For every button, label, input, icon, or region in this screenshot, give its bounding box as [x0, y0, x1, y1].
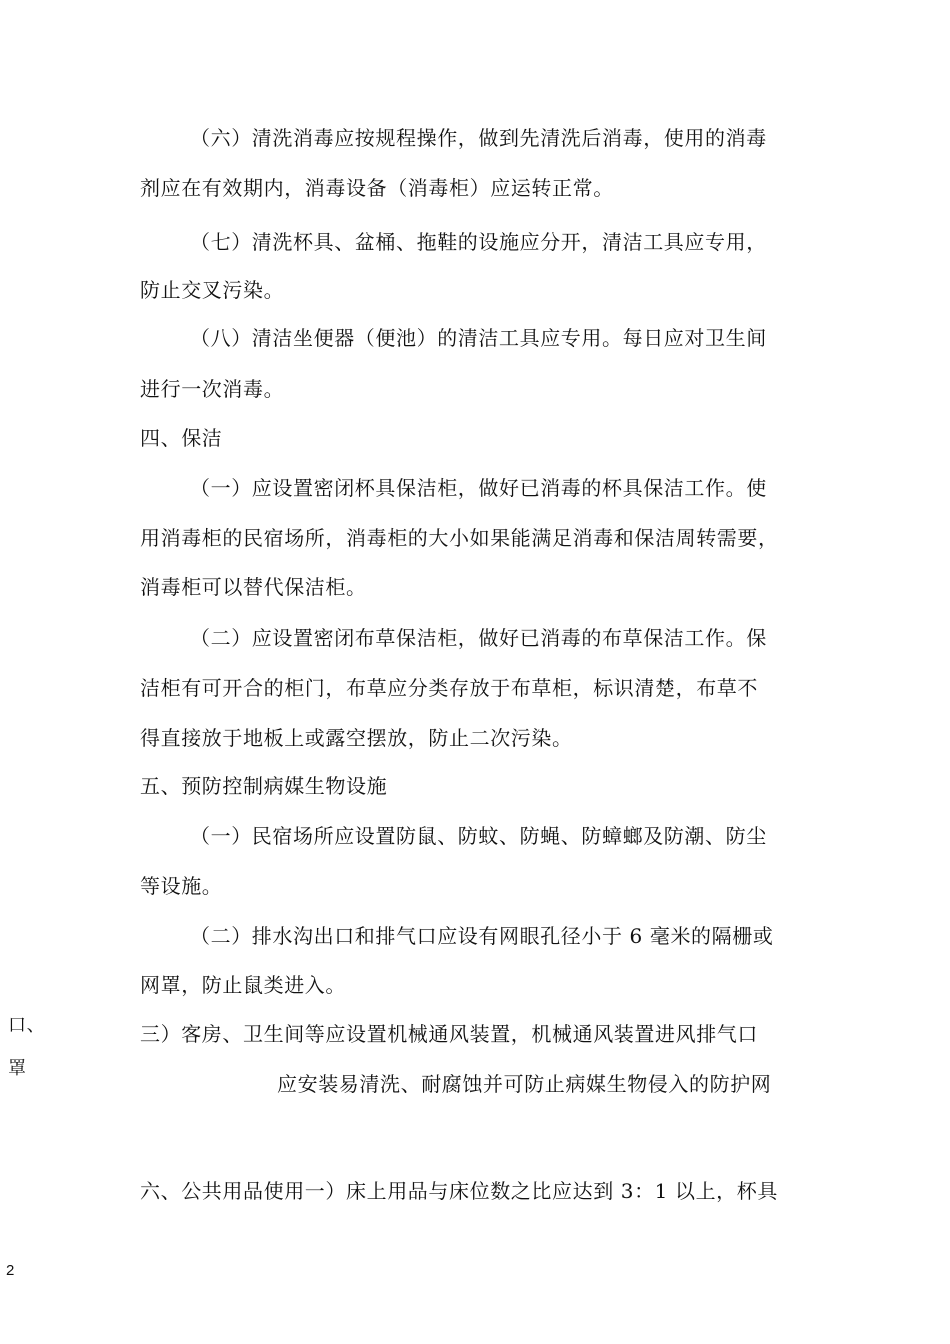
margin-fragment-1: 口、	[8, 1015, 46, 1036]
paragraph-line-19: 三）客房、卫生间等应设置机械通风装置，机械通风装置进风排气口	[140, 1022, 758, 1046]
paragraph-line-10: 消毒柜可以替代保洁柜。	[140, 575, 367, 599]
paragraph-line-16: 等设施。	[140, 874, 223, 898]
paragraph-line-18: 网罩，防止鼠类进入。	[140, 973, 346, 997]
section-heading-5: 五、预防控制病媒生物设施	[140, 774, 388, 798]
page-number: 2	[6, 1262, 15, 1279]
paragraph-line-17: （二）排水沟出口和排气口应设有网眼孔径小于 6 毫米的隔栅或	[190, 924, 774, 948]
margin-fragment-2: 罩	[8, 1058, 27, 1079]
paragraph-line-8: （一）应设置密闭杯具保洁柜，做好已消毒的杯具保洁工作。使	[190, 476, 767, 500]
section-heading-4: 四、保洁	[140, 426, 223, 450]
paragraph-line-1: （六）清洗消毒应按规程操作，做到先清洗后消毒，使用的消毒	[190, 126, 767, 150]
section-heading-6: 六、公共用品使用一）床上用品与床位数之比应达到 3：1 以上，杯具	[140, 1179, 778, 1203]
paragraph-line-2: 剂应在有效期内，消毒设备（消毒柜）应运转正常。	[140, 176, 614, 200]
paragraph-line-3: （七）清洗杯具、盆桶、拖鞋的设施应分开，清洁工具应专用，	[190, 230, 767, 254]
paragraph-line-13: 得直接放于地板上或露空摆放，防止二次污染。	[140, 726, 573, 750]
paragraph-line-11: （二）应设置密闭布草保洁柜，做好已消毒的布草保洁工作。保	[190, 626, 767, 650]
paragraph-line-5: （八）清洁坐便器（便池）的清洁工具应专用。每日应对卫生间	[190, 326, 767, 350]
paragraph-line-4: 防止交叉污染。	[140, 278, 285, 302]
paragraph-line-12: 洁柜有可开合的柜门，布草应分类存放于布草柜，标识清楚，布草不	[140, 676, 758, 700]
paragraph-line-15: （一）民宿场所应设置防鼠、防蚊、防蝇、防蟑螂及防潮、防尘	[190, 824, 767, 848]
paragraph-line-6: 进行一次消毒。	[140, 377, 285, 401]
paragraph-line-9: 用消毒柜的民宿场所，消毒柜的大小如果能满足消毒和保洁周转需要，	[140, 526, 779, 550]
paragraph-line-20: 应安装易清洗、耐腐蚀并可防止病媒生物侵入的防护网	[277, 1072, 772, 1096]
